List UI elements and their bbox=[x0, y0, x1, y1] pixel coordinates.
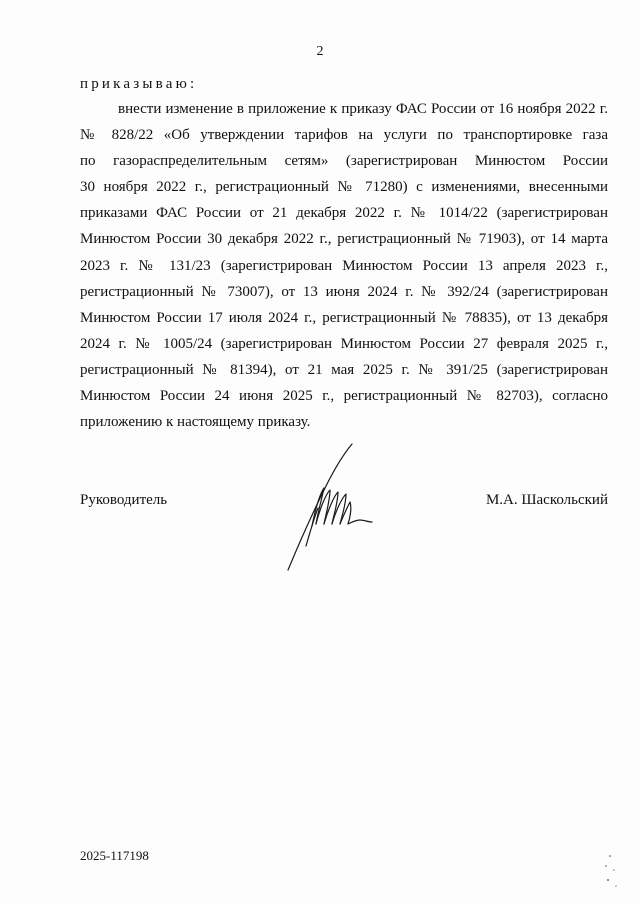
order-body-line: 30 ноября 2022 г., регистрационный № 71280) с изменениями, внесенными bbox=[80, 179, 608, 196]
order-body-line: Минюстом России 24 июня 2025 г., регистрационный № 82703), согласно bbox=[80, 388, 608, 405]
scan-artifact-marks bbox=[596, 852, 626, 892]
order-body-line: 2024 г. № 1005/24 (зарегистрирован Минюстом России 27 февраля 2025 г., bbox=[80, 335, 608, 352]
order-body-line: № 828/22 «Об утверждении тарифов на услуги по транспортировке газа bbox=[80, 127, 608, 144]
order-body-line: Минюстом России 30 декабря 2022 г., регистрационный № 71903), от 14 марта bbox=[80, 231, 608, 248]
order-body-line: приложению к настоящему приказу. bbox=[80, 414, 311, 431]
order-word: приказываю: bbox=[80, 76, 198, 92]
order-body bbox=[80, 96, 608, 435]
page-number: 2 bbox=[316, 44, 324, 59]
order-body-line: внести изменение в приложение к приказу ФАС России от 16 ноября 2022 г. bbox=[118, 101, 608, 117]
order-body-line: регистрационный № 81394), от 21 мая 2025 г. № 391/25 (зарегистрирован bbox=[80, 361, 608, 378]
order-body-line: приказами ФАС России от 21 декабря 2022 г. № 1014/22 (зарегистрирован bbox=[80, 205, 608, 222]
order-body-line: по газораспределительным сетям» (зарегистрирован Минюстом России bbox=[80, 153, 608, 170]
document-number: 2025-117198 bbox=[80, 848, 149, 863]
handwritten-signature bbox=[278, 436, 388, 574]
order-body-line: регистрационный № 73007), от 13 июня 2024 г. № 392/24 (зарегистрирован bbox=[80, 283, 608, 300]
order-body-line: 2023 г. № 131/23 (зарегистрирован Минюстом России 13 апреля 2023 г., bbox=[80, 257, 608, 274]
signer-name: М.А. Шаскольский bbox=[485, 492, 608, 508]
order-body-line: Минюстом России 17 июля 2024 г., регистрационный № 78835), от 13 декабря bbox=[80, 309, 608, 326]
signer-title: Руководитель bbox=[80, 492, 168, 508]
